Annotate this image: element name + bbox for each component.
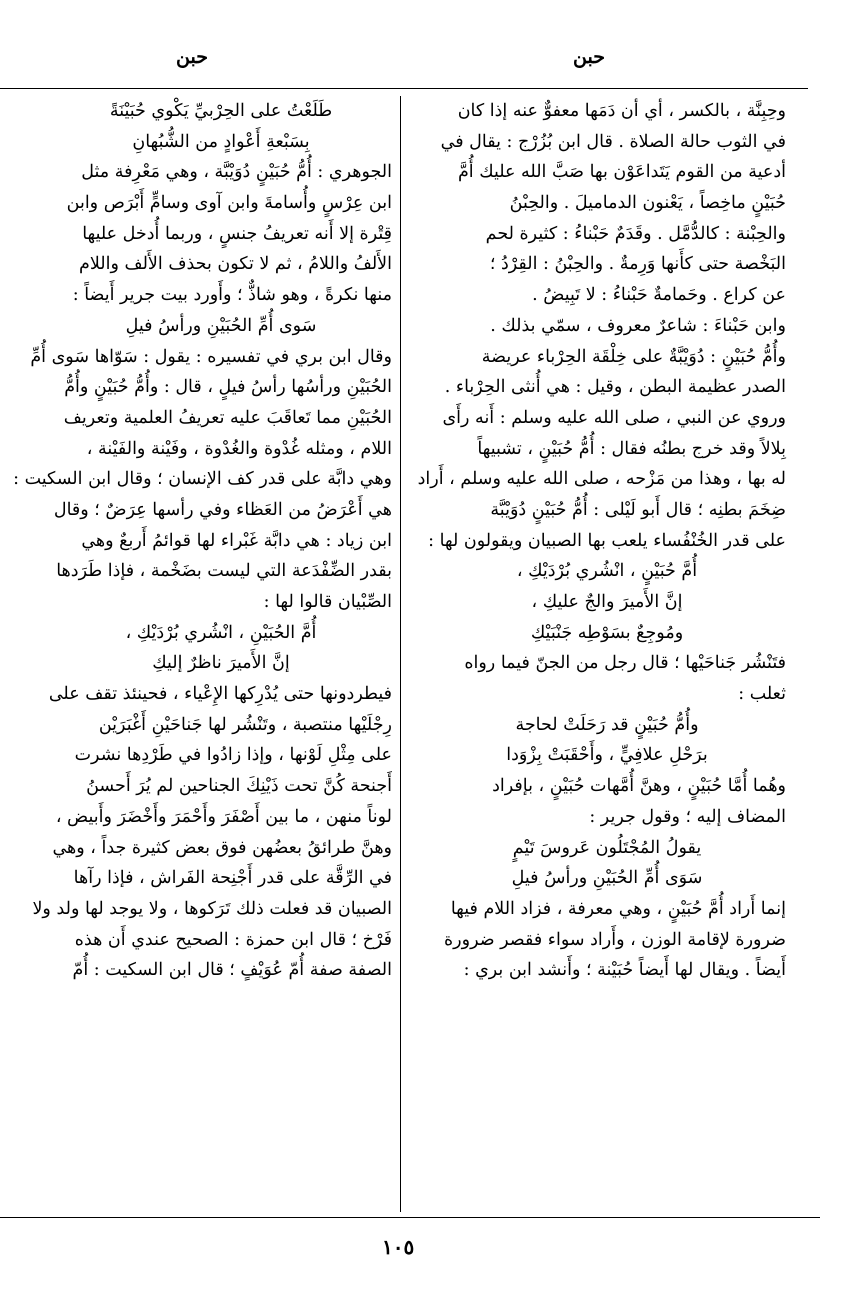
verse-line: طَلَعْتُ على الحِرْبيِّ يَكْوي حُبَيْنَةً bbox=[109, 101, 333, 121]
text-line: وابن حَبْناءَ : شاعرٌ معروف ، سمّي بذلك . bbox=[490, 315, 786, 336]
text-line: ضِخَمَ بطنِه ؛ قال أَبو لَيْلى : أُمُّ حُبَيْنٍ دُوَيْبَّة bbox=[490, 499, 786, 520]
text-line: هي أَعْرَضُ من العَظاء وفي رأسها عِرَضٌ ؛ وقال bbox=[53, 499, 392, 520]
text-line: الحُبَيْنِ ورأسُها رأسُ فيلٍ ، قال : وأُمُّ حُبَيْنٍ وأُمُّ bbox=[64, 377, 392, 398]
text-line: وأُمُّ حُبَيْنٍ : دُوَيْبَّةٌ على خِلْقَة الحِرْباء عريضة bbox=[481, 346, 786, 367]
text-line: وروي عن النبي ، صلى الله عليه وسلم : أَنه رأَى bbox=[442, 407, 786, 428]
text-line: الصِّبْيان قالوا لها : bbox=[263, 592, 392, 612]
text-line: فَرْخ ؛ قال ابن حمزة : الصحيح عندي أَن هذه bbox=[74, 929, 392, 950]
text-line: ثعلب : bbox=[738, 684, 786, 705]
text-line: منها نكرةً ، وهو شاذٌّ ؛ وأَورد بيت جرير أَيضاً : bbox=[72, 285, 392, 306]
verse-line: بِسَبْعةِ أَعْوادٍ من الشُّبُهانِ bbox=[132, 131, 310, 152]
verse-line: ومُوجِعٌ بسَوْطِه جَنْبَيْكِ bbox=[530, 622, 684, 643]
text-line: بقدر الضِّفْدَعة التي ليست بضَخْمة ، فإذا طَرَدها bbox=[56, 561, 392, 582]
left-column bbox=[0, 96, 392, 986]
column-separator bbox=[400, 96, 401, 1212]
text-line: في الثوب حالة الصلاة . قال ابن بُزُرْج : يقال في bbox=[440, 131, 786, 152]
text-line: وهُما أُمَّا حُبَيْنٍ ، وهنَّ أُمَّهات حُبَيْنٍ ، بإفراد bbox=[492, 776, 786, 797]
text-line: فيطردونها حتى يُدْرِكها الإِعْياء ، فحينئذ تقف على bbox=[48, 684, 392, 705]
text-line: على قدر الخُنْفُساء يلعب بها الصبيان ويقولون لها : bbox=[428, 530, 786, 551]
text-line: ابن عِرْسٍ وأُسامةَ وابن آوى وسامٍّ أَبْرَص وابن bbox=[66, 193, 392, 214]
text-line: ضرورة لإقامة الوزن ، وأَراد سواء فقصر ضرورة bbox=[444, 929, 786, 950]
text-line: المضاف إليه ؛ وقول جرير : bbox=[589, 806, 786, 827]
text-line: الصدر عظيمة البطن ، وقيل : هي أُنثى الحِرْباء . bbox=[444, 377, 786, 398]
text-line: والحِبْنة : كالدُّمَّل . وقَدَمٌ حَبْناءُ : كثيرة لحم bbox=[485, 223, 786, 244]
text-line: الجوهري : أُمُّ حُبَيْنٍ دُوَيْبَّة ، وهي مَعْرِفة مثل bbox=[81, 162, 392, 183]
text-line: وقال ابن بري في تفسيره : يقول : سَوّاها سَوى أُمِّ bbox=[30, 346, 392, 367]
text-line: الصفة صفة أُمّ عُوَيْفٍ ؛ قال ابن السكيت : أُمّ bbox=[72, 960, 392, 981]
text-line: البَخْصة حتى كأَنها وَرِمةٌ . والحِبْنُ : القِرْدُ ؛ bbox=[489, 254, 786, 275]
text-line: ابن زياد : هي دابَّة غَبْراء لها قوائمُ أَربعٌ وهي bbox=[81, 530, 392, 551]
verse-line: سَوى أُمِّ الحُبَيْنِ ورأسُ فيلِ bbox=[125, 315, 317, 336]
verse-line: أُمَّ الحُبَيْنِ ، انْشُري بُرْدَيْكِ ، bbox=[125, 622, 317, 643]
running-head-left: حبن bbox=[176, 46, 208, 68]
page-number: ١٠٥ bbox=[382, 1235, 415, 1259]
verse-line: سَوَى أُمِّ الحُبَيْنِ ورأسُ فيلِ bbox=[511, 868, 703, 889]
text-line: أَجنحة كُنَّ تحت ذَيْنِكَ الجناحين لم يُرَ أَحسنُ bbox=[86, 776, 392, 797]
text-line: لوناً منهن ، ما بين أَصْفَرَ وأَحْمَرَ وأَخْضَرَ وأَبيض ، bbox=[55, 806, 392, 827]
text-line: قِتْرة إلا أَنه تعريفُ جنسٍ ، وربما أُدخل عليها bbox=[82, 223, 392, 244]
text-line: رِجْلَيْها منتصبة ، وتَنْشُر لها جَناحَيْنِ أَغْبَرَيْن bbox=[98, 714, 392, 735]
text-line: له بها ، وهذا من مَزْحه ، صلى الله عليه وسلم ، أَراد bbox=[417, 469, 786, 490]
verse-line: يقولُ المُجْتَلُون عَروسَ تَيْمٍ bbox=[512, 837, 702, 858]
verse-line: وأُمُّ حُبَيْنٍ قد رَحَلَتْ لحاجة bbox=[515, 714, 699, 735]
text-line: حُبَيْنٍ ماخِصاً ، يَعْنون الدماميلَ . والحِبْنُ bbox=[509, 193, 786, 214]
text-line: الحُبَيْنِ مما تَعاقَبَ عليه تعريفُ العلمية وتعريف bbox=[63, 407, 392, 428]
verse-line: إنَّ الأَميرَ والجٌ عليكِ ، bbox=[531, 592, 683, 612]
right-column bbox=[408, 96, 786, 986]
running-head-right: حبن bbox=[573, 46, 605, 68]
text-line: عن كراع . وحَمامةٌ حَبْناءُ : لا تَبِيضُ . bbox=[532, 285, 786, 306]
text-line: على مِثْلِ لَوْنها ، وإذا زادُوا في طَرْدِها نشرت bbox=[74, 745, 392, 766]
text-line: الأَلفُ واللامُ ، ثم لا تكون بحذف الأَلف واللام bbox=[79, 254, 392, 275]
verse-line: برَحْلِ علافِيٍّ ، وأَحْقَبَتْ بِزْوَدا bbox=[506, 745, 708, 766]
text-line: أدعية من القوم يَتَداعَوْن بها صَبَّ الله عليك أُمَّ bbox=[457, 162, 786, 183]
text-line: إنما أَراد أُمَّ حُبَيْنٍ ، وهي معرفة ، فزاد اللام فيها bbox=[450, 898, 786, 919]
text-line: الصبيان قد فعلت ذلك تَرَكوها ، ولا يوجد لها ولد ولا bbox=[32, 898, 392, 919]
text-line: فتَنْشُر جَناحَيْها ؛ قال رجل من الجنّ فيما رواه bbox=[464, 653, 786, 674]
text-line: وهنَّ طرائقُ بعضُهن فوق بعض كثيرة جداً ، وهي bbox=[52, 837, 392, 858]
verse-line: إنَّ الأَميرَ ناظرٌ إليكِ bbox=[152, 653, 290, 674]
bottom-rule bbox=[0, 1217, 820, 1218]
text-line: بِلالاً وقد خرج بطنُه فقال : أُمُّ حُبَيْنٍ ، تشبيهاً bbox=[477, 438, 786, 459]
top-rule bbox=[0, 88, 808, 89]
verse-line: أُمَّ حُبَيْنٍ ، انْشُري بُرْدَيْكِ ، bbox=[516, 561, 698, 582]
text-line: أَيضاً . ويقال لها أَيضاً حُبَيْنة ؛ وأَنشد ابن بري : bbox=[463, 960, 786, 981]
text-line: وحِبِنَّة ، بالكسر ، أي أن دَمَها معفوٌّ عنه إذا كان bbox=[457, 101, 786, 121]
text-line: اللام ، ومثله غُدْوة والغُدْوة ، وفَيْنة والفَيْنة ، bbox=[86, 438, 392, 459]
text-line: في الرِّقَّة على قدر أَجْنِحة الفَراش ، فإذا رآها bbox=[73, 868, 392, 889]
text-line: وهي دابَّة على قدر كف الإنسان ؛ وقال ابن السكيت : bbox=[13, 469, 392, 490]
